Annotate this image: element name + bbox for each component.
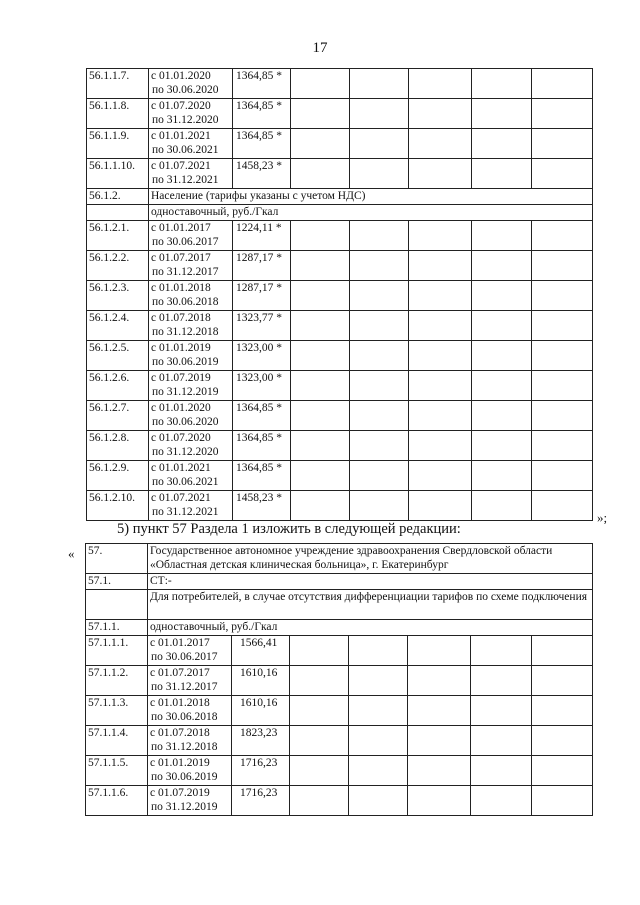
opening-quote: «: [68, 546, 75, 561]
tariff-table-56: [86, 68, 593, 521]
empty-cell: [532, 461, 593, 491]
table-row: [87, 281, 593, 311]
period-cell: [148, 786, 232, 816]
row-code: 56.1.2.1.: [87, 221, 149, 251]
tariff-value: 1364,85 *: [233, 99, 291, 129]
empty-cell: [291, 281, 350, 311]
tariff-value: 1364,85 *: [233, 431, 291, 461]
row-code: 57.1.1.3.: [86, 696, 148, 726]
empty-cell: [409, 281, 472, 311]
period-from: с 01.01.2021: [151, 462, 211, 474]
empty-cell: [532, 401, 593, 431]
period-from: с 01.01.2019: [151, 342, 211, 354]
period-to: по 30.06.2020: [152, 416, 219, 428]
empty-cell: [350, 311, 409, 341]
empty-cell: [532, 159, 593, 189]
row-code: 56.1.2.9.: [87, 461, 149, 491]
empty-cell: [290, 726, 349, 756]
empty-cell: [291, 221, 350, 251]
period-from: с 01.01.2020: [151, 402, 211, 414]
empty-cell: [408, 756, 471, 786]
period-cell: [149, 371, 233, 401]
empty-cell: [532, 251, 593, 281]
empty-cell: [532, 431, 593, 461]
table-row: [86, 620, 593, 636]
table-row: [87, 221, 593, 251]
empty-cell: [350, 99, 409, 129]
row-code: 56.1.2.5.: [87, 341, 149, 371]
period-to: по 31.12.2019: [151, 801, 218, 813]
empty-cell: [349, 726, 408, 756]
empty-cell: [350, 221, 409, 251]
table-row: [87, 461, 593, 491]
empty-cell: [409, 371, 472, 401]
empty-cell: [532, 69, 593, 99]
period-cell: [149, 461, 233, 491]
empty-cell: [472, 129, 532, 159]
period-from: с 01.07.2018: [151, 312, 211, 324]
empty-cell: [472, 159, 532, 189]
table-row: [87, 251, 593, 281]
period-from: с 01.01.2018: [151, 282, 211, 294]
empty-cell: [350, 129, 409, 159]
empty-cell: [349, 756, 408, 786]
period-to: по 31.12.2019: [152, 386, 219, 398]
table-row: [86, 756, 593, 786]
empty-cell: [291, 69, 350, 99]
period-from: с 01.01.2020: [151, 70, 211, 82]
empty-cell: [408, 786, 471, 816]
empty-cell: [350, 69, 409, 99]
tariff-value: 1364,85 *: [233, 69, 291, 99]
empty-cell: [472, 341, 532, 371]
row-code: 56.1.2.: [87, 189, 149, 205]
empty-cell: [532, 756, 593, 786]
period-to: по 31.12.2017: [152, 266, 219, 278]
row-code: 56.1.1.10.: [87, 159, 149, 189]
period-cell: [149, 401, 233, 431]
empty-cell: [472, 281, 532, 311]
empty-cell: [409, 431, 472, 461]
period-from: с 01.01.2017: [150, 637, 210, 649]
period-cell: [148, 696, 232, 726]
empty-cell: [291, 311, 350, 341]
period-to: по 31.12.2020: [152, 446, 219, 458]
period-to: по 30.06.2019: [152, 356, 219, 368]
tariff-value: 1287,17 *: [233, 251, 291, 281]
empty-cell: [291, 159, 350, 189]
empty-cell: [350, 251, 409, 281]
row-code: 57.1.1.2.: [86, 666, 148, 696]
empty-cell: [409, 341, 472, 371]
empty-cell: [290, 786, 349, 816]
empty-cell: [472, 401, 532, 431]
period-from: с 01.07.2020: [151, 432, 211, 444]
table-row: [86, 786, 593, 816]
table-row: [87, 431, 593, 461]
tariff-value: 1287,17 *: [233, 281, 291, 311]
empty-cell: [532, 786, 593, 816]
tariff-value: 1716,23: [232, 756, 290, 786]
empty-cell: [290, 636, 349, 666]
row-code: [87, 205, 149, 221]
empty-cell: [532, 636, 593, 666]
empty-cell: [350, 281, 409, 311]
empty-cell: [532, 696, 593, 726]
period-to: по 30.06.2017: [151, 651, 218, 663]
tariff-value: 1566,41: [232, 636, 290, 666]
period-to: по 30.06.2019: [151, 771, 218, 783]
row-code: [86, 590, 148, 620]
section-heading: 5) пункт 57 Раздела 1 изложить в следующей редакции:: [117, 521, 461, 537]
table-row: [87, 341, 593, 371]
row-code: 57.1.1.4.: [86, 726, 148, 756]
period-cell: [149, 159, 233, 189]
period-from: с 01.01.2018: [150, 697, 210, 709]
empty-cell: [471, 696, 532, 726]
period-to: по 30.06.2018: [152, 296, 219, 308]
period-to: по 30.06.2021: [152, 144, 219, 156]
empty-cell: [472, 491, 532, 521]
table-row: [87, 371, 593, 401]
table-row: [87, 491, 593, 521]
period-from: с 01.07.2017: [150, 667, 210, 679]
period-cell: [149, 251, 233, 281]
empty-cell: [409, 311, 472, 341]
period-cell: [149, 129, 233, 159]
empty-cell: [350, 341, 409, 371]
table-row: [86, 666, 593, 696]
empty-cell: [349, 666, 408, 696]
empty-cell: [471, 666, 532, 696]
empty-cell: [350, 159, 409, 189]
empty-cell: [472, 69, 532, 99]
empty-cell: [409, 251, 472, 281]
empty-cell: [409, 159, 472, 189]
table-row: [86, 636, 593, 666]
empty-cell: [471, 636, 532, 666]
table-row: [87, 189, 593, 205]
empty-cell: [409, 401, 472, 431]
period-from: с 01.01.2019: [150, 757, 210, 769]
empty-cell: [408, 696, 471, 726]
period-cell: [148, 756, 232, 786]
closing-quote: »;: [597, 510, 608, 525]
period-to: по 31.12.2017: [151, 681, 218, 693]
section-text: Государственное автономное учреждение здравоохранения Свердловской области «Областная детская клиническая больница», г. Екатеринбург: [148, 544, 593, 574]
row-code: 56.1.2.2.: [87, 251, 149, 281]
table-row: [86, 590, 593, 620]
tariff-value: 1323,77 *: [233, 311, 291, 341]
period-from: с 01.07.2020: [151, 100, 211, 112]
empty-cell: [291, 431, 350, 461]
row-code: 57.1.1.: [86, 620, 148, 636]
table-row: [87, 205, 593, 221]
period-from: с 01.01.2021: [151, 130, 211, 142]
empty-cell: [350, 461, 409, 491]
table-row: [87, 129, 593, 159]
row-code: 57.: [86, 544, 148, 574]
empty-cell: [408, 636, 471, 666]
period-cell: [149, 221, 233, 251]
tariff-value: 1224,11 *: [233, 221, 291, 251]
table-row: [86, 726, 593, 756]
row-code: 56.1.2.6.: [87, 371, 149, 401]
empty-cell: [291, 371, 350, 401]
table-row: [87, 99, 593, 129]
tariff-value: 1364,85 *: [233, 129, 291, 159]
period-cell: [149, 281, 233, 311]
row-code: 56.1.2.3.: [87, 281, 149, 311]
period-cell: [149, 341, 233, 371]
period-from: с 01.01.2017: [151, 222, 211, 234]
table-row: [87, 401, 593, 431]
table-row: [86, 574, 593, 590]
empty-cell: [532, 221, 593, 251]
empty-cell: [472, 251, 532, 281]
empty-cell: [409, 491, 472, 521]
empty-cell: [471, 786, 532, 816]
tariff-value: 1458,23 *: [233, 491, 291, 521]
row-code: 57.1.1.1.: [86, 636, 148, 666]
empty-cell: [290, 756, 349, 786]
empty-cell: [472, 311, 532, 341]
empty-cell: [350, 401, 409, 431]
empty-cell: [408, 666, 471, 696]
row-code: 56.1.2.4.: [87, 311, 149, 341]
period-from: с 01.07.2021: [151, 492, 211, 504]
period-cell: [149, 69, 233, 99]
period-to: по 30.06.2020: [152, 84, 219, 96]
empty-cell: [532, 99, 593, 129]
tariff-value: 1716,23: [232, 786, 290, 816]
period-cell: [149, 99, 233, 129]
empty-cell: [532, 726, 593, 756]
empty-cell: [291, 461, 350, 491]
row-code: 57.1.1.5.: [86, 756, 148, 786]
empty-cell: [291, 341, 350, 371]
empty-cell: [408, 726, 471, 756]
row-code: 56.1.2.10.: [87, 491, 149, 521]
period-cell: [149, 491, 233, 521]
empty-cell: [472, 221, 532, 251]
period-from: с 01.07.2019: [150, 787, 210, 799]
tariff-value: 1364,85 *: [233, 461, 291, 491]
section-text: одноставочный, руб./Гкал: [148, 620, 593, 636]
period-to: по 31.12.2018: [152, 326, 219, 338]
period-to: по 31.12.2020: [152, 114, 219, 126]
period-cell: [149, 311, 233, 341]
section-text: Население (тарифы указаны с учетом НДС): [149, 189, 593, 205]
period-to: по 31.12.2021: [152, 174, 219, 186]
empty-cell: [291, 129, 350, 159]
period-cell: [148, 726, 232, 756]
empty-cell: [471, 756, 532, 786]
row-code: 57.1.1.6.: [86, 786, 148, 816]
row-code: 57.1.: [86, 574, 148, 590]
table-row: [87, 159, 593, 189]
period-to: по 31.12.2021: [152, 506, 219, 518]
empty-cell: [291, 251, 350, 281]
tariff-value: 1364,85 *: [233, 401, 291, 431]
period-cell: [148, 666, 232, 696]
period-from: с 01.07.2018: [150, 727, 210, 739]
table-row: [86, 544, 593, 574]
period-cell: [148, 636, 232, 666]
row-code: 56.1.1.8.: [87, 99, 149, 129]
empty-cell: [472, 99, 532, 129]
table-row: [86, 696, 593, 726]
empty-cell: [409, 99, 472, 129]
row-code: 56.1.1.7.: [87, 69, 149, 99]
tariff-value: 1323,00 *: [233, 341, 291, 371]
period-from: с 01.07.2019: [151, 372, 211, 384]
period-to: по 31.12.2018: [151, 741, 218, 753]
tariff-value: 1610,16: [232, 696, 290, 726]
empty-cell: [290, 666, 349, 696]
empty-cell: [350, 431, 409, 461]
row-code: 56.1.1.9.: [87, 129, 149, 159]
empty-cell: [532, 491, 593, 521]
empty-cell: [472, 461, 532, 491]
period-cell: [149, 431, 233, 461]
empty-cell: [532, 341, 593, 371]
section-text: Для потребителей, в случае отсутствия дифференциации тарифов по схеме подключения: [148, 590, 593, 620]
empty-cell: [291, 401, 350, 431]
empty-cell: [291, 491, 350, 521]
empty-cell: [532, 371, 593, 401]
empty-cell: [409, 461, 472, 491]
tariff-value: 1610,16: [232, 666, 290, 696]
empty-cell: [409, 221, 472, 251]
empty-cell: [532, 311, 593, 341]
period-to: по 30.06.2021: [152, 476, 219, 488]
row-code: 56.1.2.8.: [87, 431, 149, 461]
empty-cell: [291, 99, 350, 129]
empty-cell: [409, 129, 472, 159]
empty-cell: [471, 726, 532, 756]
empty-cell: [350, 491, 409, 521]
empty-cell: [409, 69, 472, 99]
empty-cell: [532, 129, 593, 159]
table-row: [87, 69, 593, 99]
section-text: одноставочный, руб./Гкал: [149, 205, 593, 221]
empty-cell: [532, 281, 593, 311]
period-from: с 01.07.2021: [151, 160, 211, 172]
section-text: СТ:-: [148, 574, 593, 590]
period-from: с 01.07.2017: [151, 252, 211, 264]
tariff-value: 1458,23 *: [233, 159, 291, 189]
empty-cell: [349, 696, 408, 726]
empty-cell: [472, 371, 532, 401]
empty-cell: [472, 431, 532, 461]
empty-cell: [349, 786, 408, 816]
table-row: [87, 311, 593, 341]
empty-cell: [290, 696, 349, 726]
tariff-value: 1323,00 *: [233, 371, 291, 401]
row-code: 56.1.2.7.: [87, 401, 149, 431]
empty-cell: [350, 371, 409, 401]
period-to: по 30.06.2017: [152, 236, 219, 248]
tariff-value: 1823,23: [232, 726, 290, 756]
page-number: 17: [312, 40, 328, 56]
empty-cell: [349, 636, 408, 666]
empty-cell: [532, 666, 593, 696]
period-to: по 30.06.2018: [151, 711, 218, 723]
tariff-table-57: [85, 543, 593, 816]
